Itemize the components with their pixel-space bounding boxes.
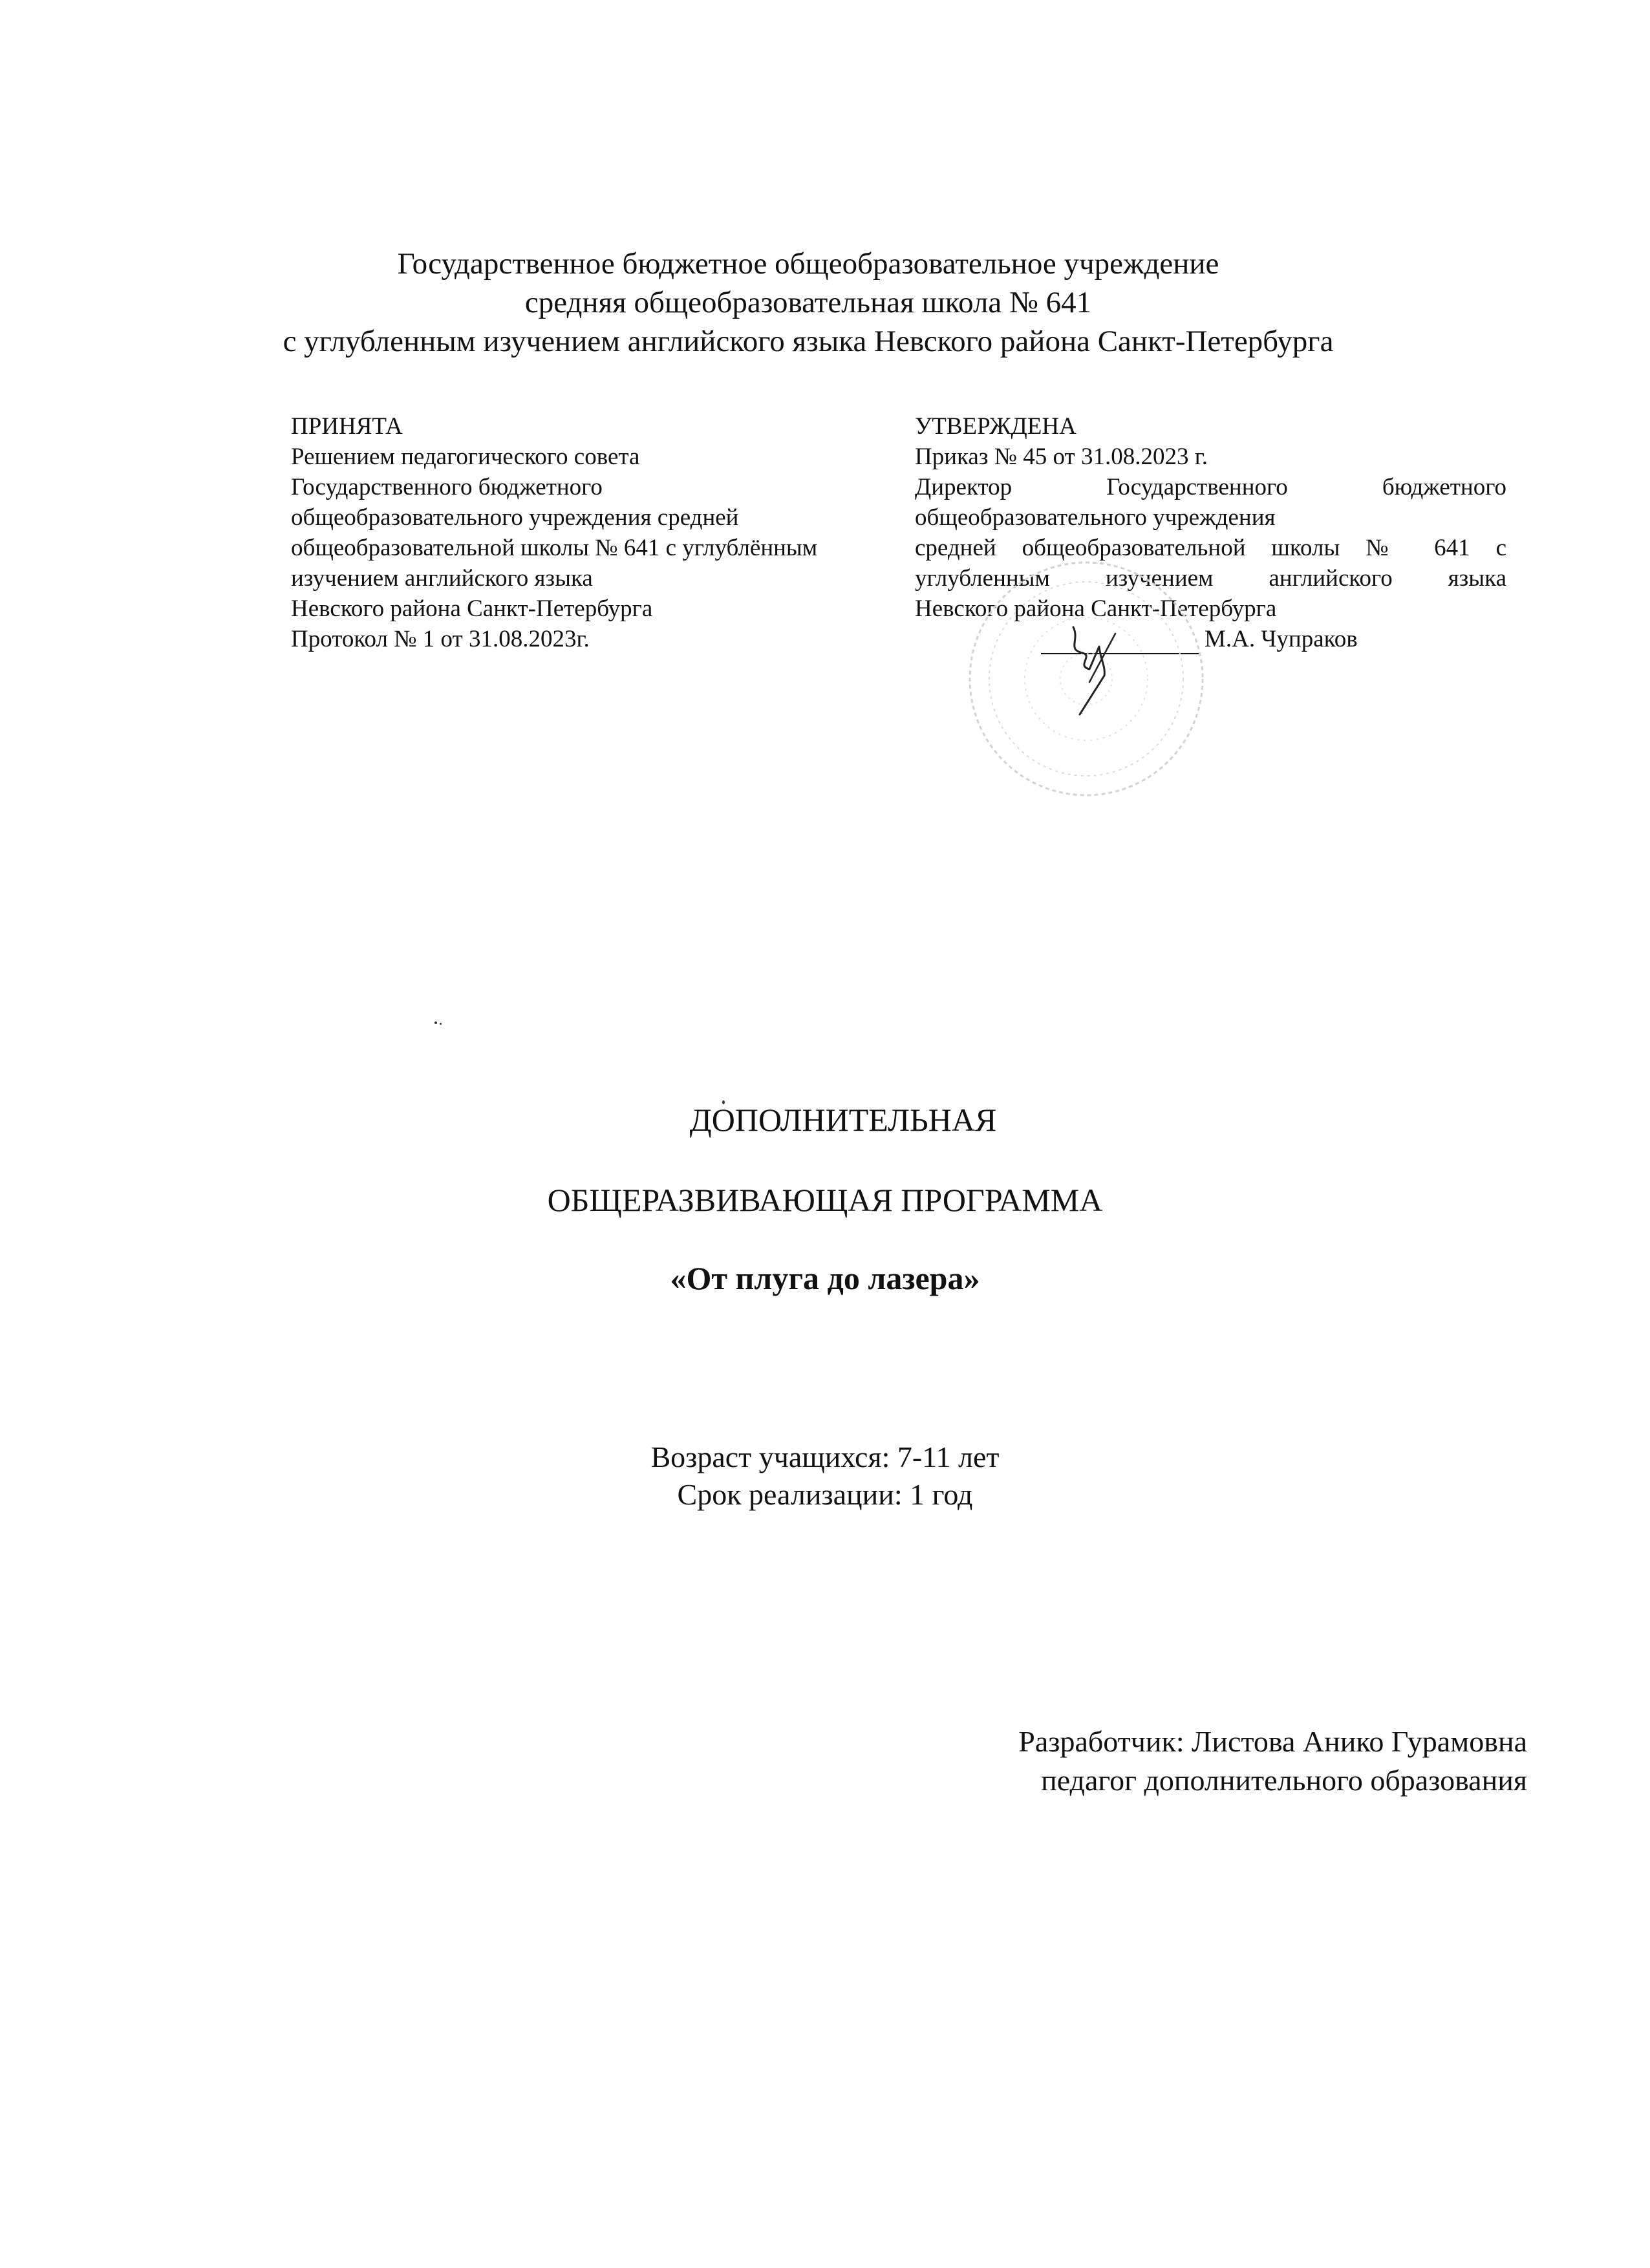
accepted-line-5: изучением английского языка xyxy=(291,565,593,592)
scan-speck xyxy=(440,1023,442,1025)
approved-line-1: Приказ № 45 от 31.08.2023 г. xyxy=(915,444,1208,470)
accepted-line-3: общеобразовательного учреждения средней xyxy=(291,504,739,531)
program-meta xyxy=(0,1439,1650,1514)
program-title-line-2: ОБЩЕРАЗВИВАЮЩАЯ ПРОГРАММА xyxy=(547,1182,1103,1218)
approved-line-3: общеобразовательного учреждения xyxy=(915,504,1276,531)
accepted-line-4: общеобразовательной школы № 641 с углублённым xyxy=(291,535,818,561)
accepted-line-2: Государственного бюджетного xyxy=(291,474,603,500)
approved-line-2: Директор Государственного бюджетного xyxy=(915,474,1506,500)
approved-line-6: Невского района Санкт-Петербурга xyxy=(915,595,1277,622)
accepted-line-1: Решением педагогического совета xyxy=(291,444,640,470)
program-title-line-1: ДОПОЛНИТЕЛЬНАЯ xyxy=(689,1102,997,1138)
header-line-2: средняя общеобразовательная школа № 641 xyxy=(524,286,1092,319)
scan-speck xyxy=(434,1022,437,1024)
header-line-3: с углубленным изучением английского языка Невского района Санкт-Петербурга xyxy=(283,325,1334,358)
director-name: М.А. Чупраков xyxy=(1205,626,1358,652)
developer-position: педагог дополнительного образования xyxy=(1041,1764,1527,1797)
approved-line-4: средней общеобразовательной школы № 641 с xyxy=(915,535,1506,561)
program-duration: Срок реализации: 1 год xyxy=(677,1478,973,1511)
approved-line-5: углубленным изучением английского языка xyxy=(915,565,1506,592)
accepted-line-7: Протокол № 1 от 31.08.2023г. xyxy=(291,626,590,652)
approved-heading: УТВЕРЖДЕНА xyxy=(915,413,1077,440)
accepted-block xyxy=(291,411,892,654)
program-name: «От плуга до лазера» xyxy=(670,1260,980,1296)
accepted-line-6: Невского района Санкт-Петербурга xyxy=(291,595,653,622)
student-age: Возраст учащихся: 7-11 лет xyxy=(650,1440,1000,1473)
header-line-1: Государственное бюджетное общеобразовательное учреждение xyxy=(397,247,1219,281)
institution-header xyxy=(194,244,1422,361)
developer-name: Разработчик: Листова Анико Гурамовна xyxy=(1018,1725,1527,1758)
handwritten-signature-icon xyxy=(1054,621,1131,718)
developer-block xyxy=(1018,1722,1527,1800)
accepted-heading: ПРИНЯТА xyxy=(291,413,403,440)
